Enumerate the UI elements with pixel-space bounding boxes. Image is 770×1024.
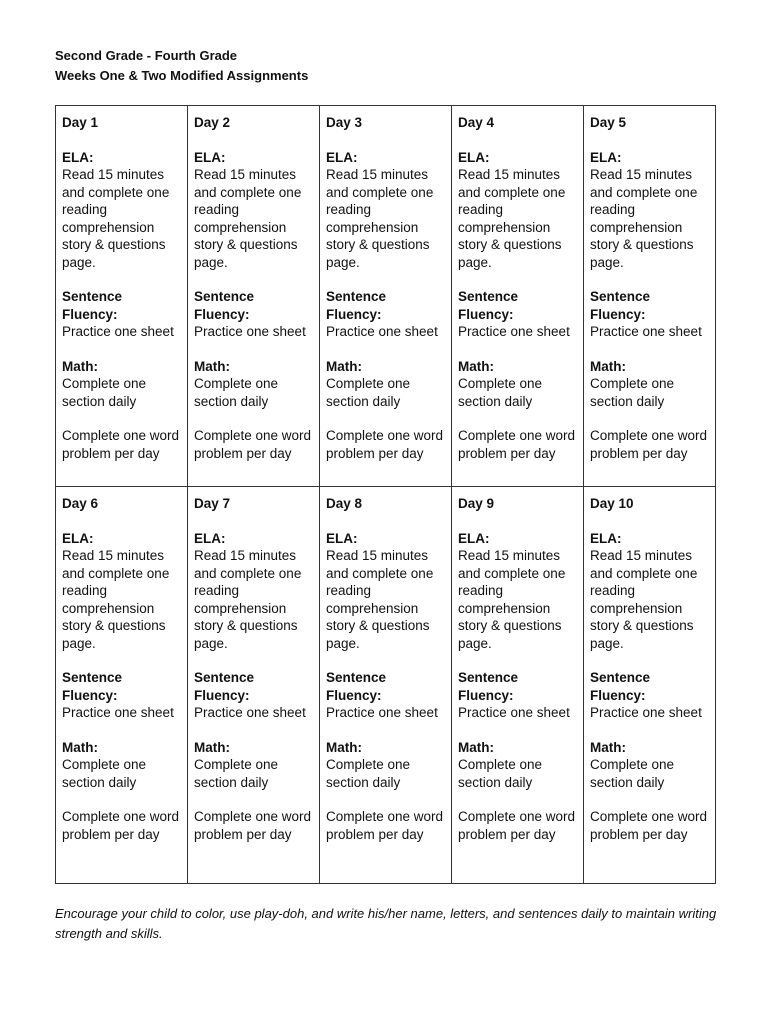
word-problem-instructions: Complete one word problem per day	[458, 428, 576, 461]
math-heading: Math:	[326, 739, 362, 755]
sentence-fluency-heading: Sentence Fluency:	[458, 289, 519, 322]
math-heading: Math:	[458, 358, 494, 374]
grade-range-title: Second Grade - Fourth Grade	[55, 48, 238, 63]
math-section	[62, 358, 181, 411]
document-title	[55, 46, 308, 86]
word-problem-section	[326, 808, 445, 843]
ela-section	[194, 530, 313, 653]
sentence-fluency-section	[458, 288, 577, 341]
sentence-fluency-instructions: Practice one sheet	[458, 324, 570, 339]
math-instructions: Complete one section daily	[590, 757, 675, 790]
math-instructions: Complete one section daily	[458, 757, 543, 790]
day-label: Day 9	[458, 496, 495, 511]
sentence-fluency-instructions: Practice one sheet	[194, 324, 306, 339]
sentence-fluency-instructions: Practice one sheet	[326, 705, 438, 720]
ela-section	[590, 149, 709, 272]
day-cell	[56, 106, 188, 487]
sentence-fluency-section	[326, 669, 445, 722]
sentence-fluency-heading: Sentence Fluency:	[326, 670, 387, 703]
ela-section	[326, 530, 445, 653]
word-problem-instructions: Complete one word problem per day	[62, 428, 180, 461]
ela-heading: ELA:	[590, 149, 622, 165]
sentence-fluency-heading: Sentence Fluency:	[458, 670, 519, 703]
ela-section	[458, 530, 577, 653]
sentence-fluency-instructions: Practice one sheet	[326, 324, 438, 339]
word-problem-section	[62, 808, 181, 843]
day-label: Day 4	[458, 115, 495, 130]
math-section	[194, 739, 313, 792]
sentence-fluency-section	[62, 669, 181, 722]
word-problem-section	[590, 427, 709, 462]
sentence-fluency-instructions: Practice one sheet	[590, 324, 702, 339]
sentence-fluency-heading: Sentence Fluency:	[326, 289, 387, 322]
day-label: Day 5	[590, 115, 627, 130]
math-instructions: Complete one section daily	[194, 376, 279, 409]
ela-section	[458, 149, 577, 272]
day-label: Day 6	[62, 496, 99, 511]
sentence-fluency-instructions: Practice one sheet	[62, 324, 174, 339]
day-cell	[452, 106, 584, 487]
math-heading: Math:	[62, 739, 98, 755]
ela-instructions: Read 15 minutes and complete one reading comprehension story & questions page.	[458, 548, 566, 651]
ela-instructions: Read 15 minutes and complete one reading comprehension story & questions page.	[194, 167, 302, 270]
ela-heading: ELA:	[590, 530, 622, 546]
math-heading: Math:	[62, 358, 98, 374]
math-instructions: Complete one section daily	[326, 376, 411, 409]
math-heading: Math:	[458, 739, 494, 755]
math-section	[326, 358, 445, 411]
day-cell	[56, 487, 188, 884]
sentence-fluency-section	[194, 669, 313, 722]
sentence-fluency-heading: Sentence Fluency:	[194, 289, 255, 322]
ela-heading: ELA:	[326, 530, 358, 546]
math-heading: Math:	[194, 739, 230, 755]
sentence-fluency-heading: Sentence Fluency:	[590, 670, 651, 703]
sentence-fluency-section	[458, 669, 577, 722]
sentence-fluency-section	[326, 288, 445, 341]
word-problem-section	[458, 427, 577, 462]
math-section	[590, 358, 709, 411]
math-heading: Math:	[326, 358, 362, 374]
day-label: Day 8	[326, 496, 363, 511]
math-heading: Math:	[590, 739, 626, 755]
sentence-fluency-heading: Sentence Fluency:	[590, 289, 651, 322]
sentence-fluency-heading: Sentence Fluency:	[62, 670, 123, 703]
sentence-fluency-section	[194, 288, 313, 341]
ela-heading: ELA:	[194, 149, 226, 165]
ela-instructions: Read 15 minutes and complete one reading comprehension story & questions page.	[590, 167, 698, 270]
sentence-fluency-section	[62, 288, 181, 341]
parent-encouragement-note: Encourage your child to color, use play-doh, and write his/her name, letters, and sentences daily to maintain writing strength and skills.	[55, 906, 717, 941]
word-problem-instructions: Complete one word problem per day	[326, 809, 444, 842]
math-instructions: Complete one section daily	[194, 757, 279, 790]
word-problem-section	[62, 427, 181, 462]
math-instructions: Complete one section daily	[62, 757, 147, 790]
day-cell	[320, 106, 452, 487]
math-instructions: Complete one section daily	[458, 376, 543, 409]
math-section	[458, 358, 577, 411]
math-section	[62, 739, 181, 792]
word-problem-section	[326, 427, 445, 462]
day-cell	[320, 487, 452, 884]
word-problem-section	[194, 808, 313, 843]
ela-heading: ELA:	[62, 530, 94, 546]
word-problem-section	[590, 808, 709, 843]
sentence-fluency-section	[590, 288, 709, 341]
ela-instructions: Read 15 minutes and complete one reading comprehension story & questions page.	[458, 167, 566, 270]
math-section	[326, 739, 445, 792]
ela-section	[326, 149, 445, 272]
math-section	[590, 739, 709, 792]
math-section	[194, 358, 313, 411]
word-problem-instructions: Complete one word problem per day	[194, 809, 312, 842]
word-problem-instructions: Complete one word problem per day	[458, 809, 576, 842]
ela-instructions: Read 15 minutes and complete one reading comprehension story & questions page.	[590, 548, 698, 651]
word-problem-section	[194, 427, 313, 462]
day-label: Day 7	[194, 496, 231, 511]
ela-instructions: Read 15 minutes and complete one reading comprehension story & questions page.	[194, 548, 302, 651]
sentence-fluency-instructions: Practice one sheet	[590, 705, 702, 720]
ela-section	[62, 149, 181, 272]
sentence-fluency-instructions: Practice one sheet	[458, 705, 570, 720]
day-label: Day 10	[590, 496, 634, 511]
week-one-row	[56, 106, 716, 487]
day-cell	[452, 487, 584, 884]
ela-heading: ELA:	[458, 149, 490, 165]
ela-heading: ELA:	[62, 149, 94, 165]
math-section	[458, 739, 577, 792]
day-cell	[188, 106, 320, 487]
assignments-title: Weeks One & Two Modified Assignments	[55, 68, 309, 83]
math-instructions: Complete one section daily	[62, 376, 147, 409]
math-instructions: Complete one section daily	[590, 376, 675, 409]
ela-section	[62, 530, 181, 653]
word-problem-instructions: Complete one word problem per day	[590, 428, 708, 461]
ela-heading: ELA:	[326, 149, 358, 165]
day-cell	[584, 106, 716, 487]
sentence-fluency-instructions: Practice one sheet	[62, 705, 174, 720]
ela-instructions: Read 15 minutes and complete one reading comprehension story & questions page.	[62, 548, 170, 651]
sentence-fluency-heading: Sentence Fluency:	[62, 289, 123, 322]
day-label: Day 1	[62, 115, 99, 130]
math-heading: Math:	[590, 358, 626, 374]
day-label: Day 2	[194, 115, 231, 130]
math-instructions: Complete one section daily	[326, 757, 411, 790]
sentence-fluency-instructions: Practice one sheet	[194, 705, 306, 720]
ela-instructions: Read 15 minutes and complete one reading comprehension story & questions page.	[326, 548, 434, 651]
day-cell	[188, 487, 320, 884]
ela-section	[194, 149, 313, 272]
day-cell	[584, 487, 716, 884]
ela-heading: ELA:	[194, 530, 226, 546]
word-problem-instructions: Complete one word problem per day	[194, 428, 312, 461]
assignment-schedule-table	[55, 105, 716, 884]
math-heading: Math:	[194, 358, 230, 374]
ela-instructions: Read 15 minutes and complete one reading comprehension story & questions page.	[62, 167, 170, 270]
day-label: Day 3	[326, 115, 363, 130]
word-problem-instructions: Complete one word problem per day	[326, 428, 444, 461]
ela-section	[590, 530, 709, 653]
word-problem-instructions: Complete one word problem per day	[590, 809, 708, 842]
ela-instructions: Read 15 minutes and complete one reading comprehension story & questions page.	[326, 167, 434, 270]
sentence-fluency-heading: Sentence Fluency:	[194, 670, 255, 703]
ela-heading: ELA:	[458, 530, 490, 546]
word-problem-section	[458, 808, 577, 843]
sentence-fluency-section	[590, 669, 709, 722]
week-two-row	[56, 487, 716, 884]
word-problem-instructions: Complete one word problem per day	[62, 809, 180, 842]
